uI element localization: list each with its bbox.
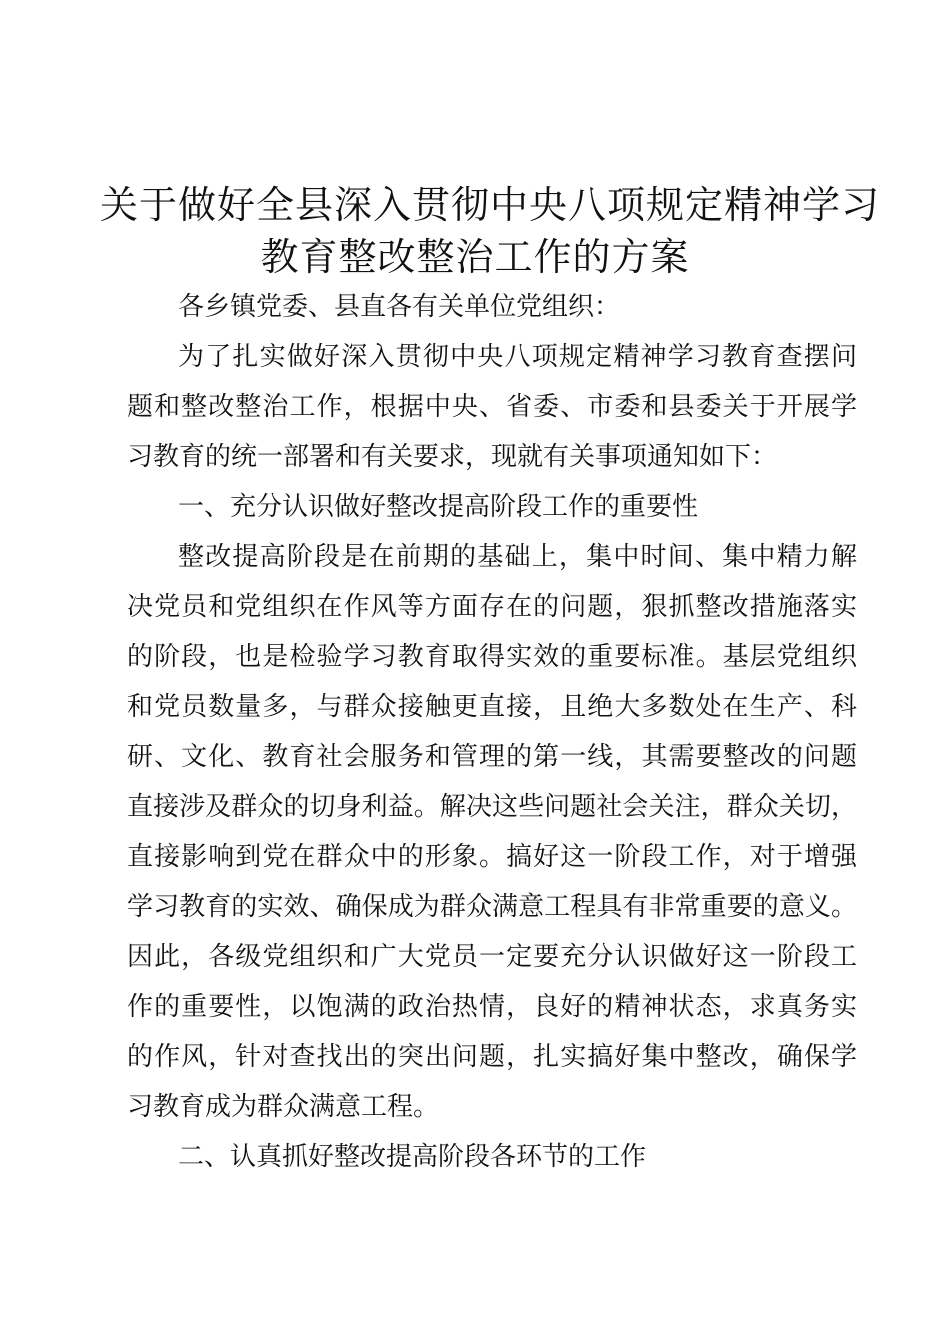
paragraph-2-line-3: 的阶段，也是检验学习教育取得实效的重要标准。基层党组织 bbox=[127, 642, 857, 672]
paragraph-2-line-5: 研、文化、教育社会服务和管理的第一线，其需要整改的问题 bbox=[127, 742, 857, 772]
paragraph-2-line-11: 的作风，针对查找出的突出问题，扎实搞好集中整改，确保学 bbox=[127, 1042, 857, 1072]
paragraph-2-line-8: 学习教育的实效、确保成为群众满意工程具有非常重要的意义。 bbox=[127, 892, 857, 922]
paragraph-2-line-2: 决党员和党组织在作风等方面存在的问题，狠抓整改措施落实 bbox=[127, 592, 857, 622]
paragraph-2-line-7: 直接影响到党在群众中的形象。搞好这一阶段工作，对于增强 bbox=[127, 842, 857, 872]
paragraph-2-line-6: 直接涉及群众的切身利益。解决这些问题社会关注，群众关切， bbox=[127, 792, 857, 822]
document-title-line-2: 教育整改整治工作的方案 bbox=[260, 235, 690, 279]
paragraph-2-line-4: 和党员数量多，与群众接触更直接，且绝大多数处在生产、科 bbox=[127, 692, 857, 722]
document-title-line-1: 关于做好全县深入贯彻中央八项规定精神学习 bbox=[100, 183, 881, 227]
paragraph-2-line-12: 习教育成为群众满意工程。 bbox=[127, 1092, 440, 1122]
section-heading-2: 二、认真抓好整改提高阶段各环节的工作 bbox=[178, 1142, 647, 1172]
paragraph-2-line-10: 作的重要性，以饱满的政治热情，良好的精神状态，求真务实 bbox=[127, 992, 857, 1022]
paragraph-1-line-1: 为了扎实做好深入贯彻中央八项规定精神学习教育查摆问 bbox=[178, 342, 857, 372]
paragraph-2-line-1: 整改提高阶段是在前期的基础上，集中时间、集中精力解 bbox=[178, 542, 857, 572]
section-heading-1: 一、充分认识做好整改提高阶段工作的重要性 bbox=[178, 492, 699, 522]
addressee: 各乡镇党委、县直各有关单位党组织： bbox=[178, 292, 621, 322]
paragraph-1-line-2: 题和整改整治工作，根据中央、省委、市委和县委关于开展学 bbox=[127, 392, 857, 422]
paragraph-2-line-9: 因此，各级党组织和广大党员一定要充分认识做好这一阶段工 bbox=[127, 942, 857, 972]
paragraph-1-line-3: 习教育的统一部署和有关要求，现就有关事项通知如下： bbox=[127, 442, 778, 472]
